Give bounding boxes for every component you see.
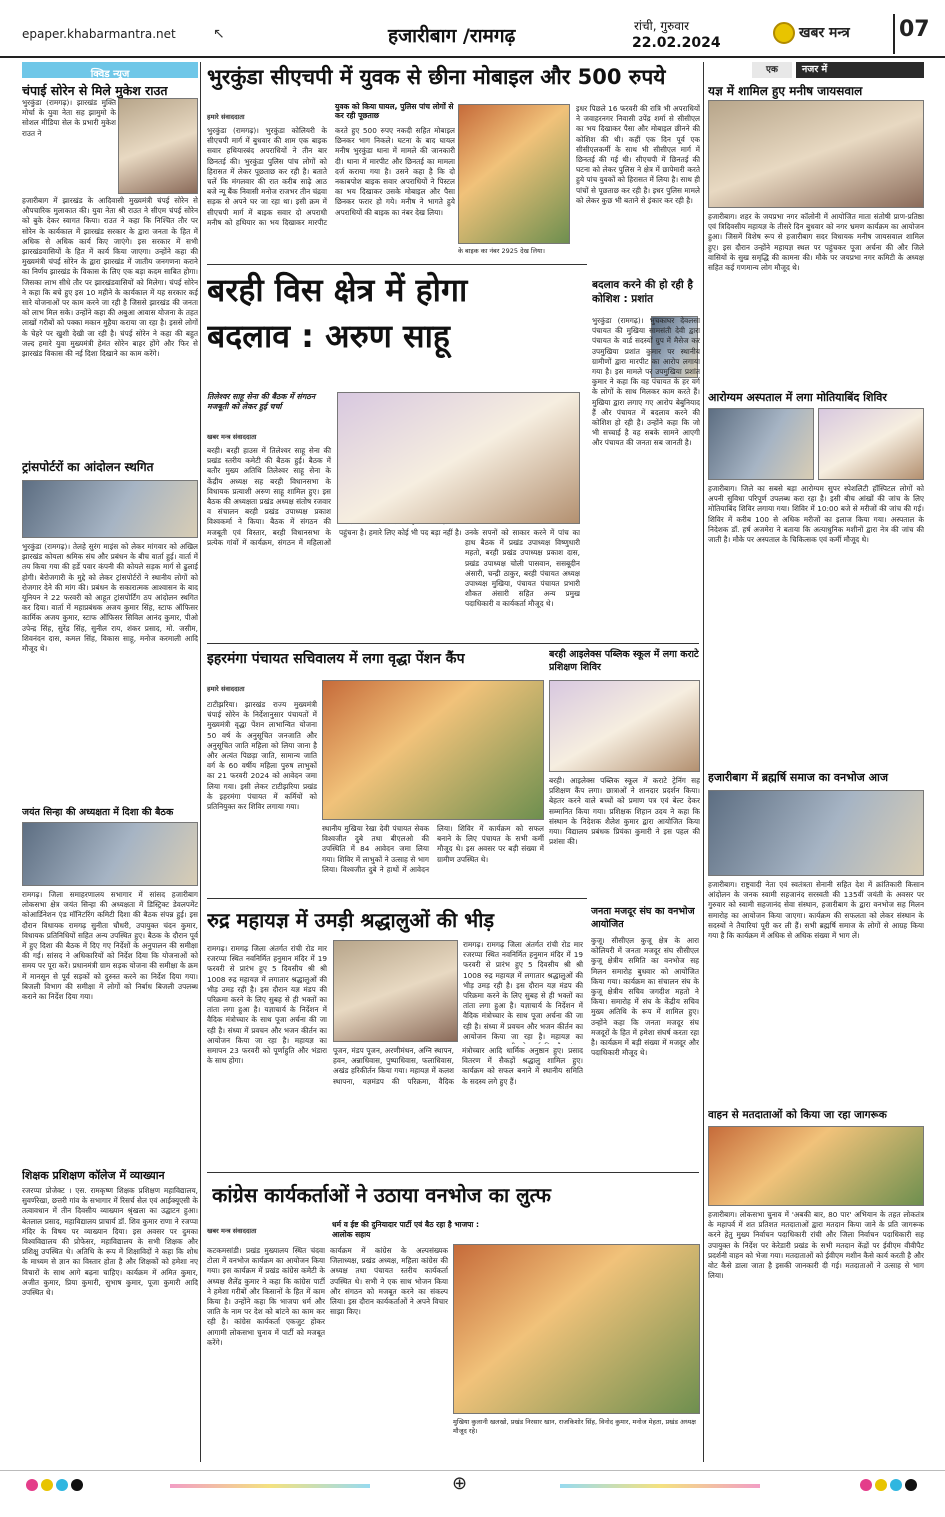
footer-gradient-strip-right [560, 1484, 760, 1488]
a4-headline: शिक्षक प्रशिक्षण कॉलेज में व्याख्यान [22, 1169, 165, 1182]
a2-headline: ट्रांसपोर्टरों का आंदोलन स्थगित [22, 460, 154, 474]
a2-photo [22, 480, 198, 538]
ek-nazar-banner [708, 62, 924, 78]
s6-body: रामगढ़। रामगढ़ जिला अंतर्गत रांची रोड मार रजरप्पा स्थित नवनिर्मित हनुमान मंदिर में 19 फरवरी से प्रारंभ हुए 5 दिवसीय श्री श्री 1008 रुद्र महायज्ञ में लगातार श्रद्धालुओं की भीड़ उमड़ रही है। इस दौरान यज्ञ मंडप की परिक्रमा करने के लिए सुबह से ही भक्तों का तांता लगा हुआ है। यज्ञाचार्य के निर्देशन में वैदिक मंत्रोच्चार के साथ पूजा अर्चना की जा रही है। संध्या में प्रवचन और भजन कीर्तन का आयोजन किया जा रहा है। महायज्ञ का समापन 23 फरवरी को पूर्णाहुति और भंडारा के साथ होगा। [207, 944, 327, 1066]
s2-photo-meeting [337, 392, 580, 524]
r4-headline: वाहन से मतदाताओं को किया जा रहा जागरूक [708, 1109, 887, 1121]
brand-logo [773, 21, 895, 47]
s1-headline: भुरकुंडा सीएचपी में युवक से छीना मोबाइल और 500 रुपये [207, 65, 666, 89]
footer-gradient-strip-left [170, 1484, 370, 1488]
s1-photo-youth [458, 104, 570, 244]
footer-color-dots-right [860, 1479, 920, 1493]
s3-body: भुरकुंडा (रामगढ़)। भुचकाघर देवलसा पंचायत की मुखिया सामसंती देवी द्वारा पंचायत के वार्ड सदस्यों ग्रुप में मैसेज कर उपमुखिया प्रशांत कुमार पर स्थानीय ग्रामीणों द्वारा मारपीट का आरोप लगाया गया है। इस मामले पर उपमुखिया प्रशांत कुमार ने कहा कि वह पंचायत के हर वर्ग के लोगों के साथ मिलकर काम करते हैं। मुखिया द्वारा लगाए गए आरोप बेबुनियाद हैं और पंचायत में बदलाव करने की कोशिश हो रही है। उन्होंने कहा कि जो भी सच्चाई है वह सबके सामने आएगी और पंचायत की जनता सब जानती है। [592, 316, 700, 448]
r3-headline: हजारीबाग में ब्रह्मर्षि समाज का वनभोज आज [708, 771, 889, 784]
r2-headline: आरोग्यम अस्पताल में लगा मोतियाबिंद शिविर [708, 391, 887, 404]
s1-body: भुरकुंडा (रामगढ़)। भुरकुंडा कोलियरी के सीएचपी मार्ग में बुधवार की शाम एक बाइक सवार हथियारबंद अपराधियों ने तीन बार छिनतई की। भुरकुंडा पुलिस पांच लोगों को हिरासत में लेकर पूछताछ कर रही है। बताते चलें कि मंगलवार की रात करीब साढ़े आठ बजे न्यू बैंक निवासी मनोज राजभर तीन चंद्रवा सड़क से अपने घर जा रहा था। इसी क्रम में सीएचपी मार्ग में बाइक सवार दो अपराधी मनीष को हथियार का भय दिखाकर मारपीट करते हुए 500 रुपए नकदी सहित मोबाइल छिनकर भाग निकले। घटना के बाद घायल मनीष भुरकुंडा थाना में मामले की जानकारी दी। थाना में मारपीट और छिनतई का मामला दर्ज कराया गया है। उसने कहा है कि दो नकाबपोश बाइक सवार अपराधियों ने पिस्टल का भय दिखाकर उसके मोबाइल और पैसा छिनकर फरार हो गये। मनीष ने भागते हुये अपराधियों की बाइक का नंबर देख लिया। [207, 126, 455, 227]
quick-news-label [22, 62, 198, 78]
column-rule-left [200, 62, 201, 1462]
s7-caption: मुखिया कुलानी खलखो, प्रखंड निरसार खान, राजकिशोर सिंह, विनोद कुमार, मनोज मेहता, प्रखंड अध्यक्ष मौजूद रहे। [453, 1418, 696, 1435]
s6-photo-temple [333, 940, 458, 1042]
s7-deck: धर्म व ईष्ट की दुनियादार पार्टी एवं बैठ रहा है भाजपा : आलोक सहाय [332, 1220, 479, 1239]
edition-title: हजारीबाग /रामगढ़ [388, 25, 516, 47]
a3-headline: जयंत सिन्हा की अध्यक्षता में दिशा की बैठक [22, 807, 174, 818]
a3-photo [22, 822, 198, 886]
a1-photo [118, 98, 198, 194]
s2-headline-line2: बदलाव : अरुण साहू [207, 317, 450, 355]
page-number: 07 [899, 17, 930, 42]
s4-divider [207, 898, 587, 899]
r2-photo-hospital-1 [708, 408, 814, 480]
site-url[interactable]: epaper.khabarmantra.net [22, 27, 176, 41]
s5-headline: बरही आइलेक्स पब्लिक स्कूल में लगा कराटे प्रशिक्षण शिविर [549, 649, 699, 673]
s7-photo-picnic [453, 1244, 700, 1414]
s5-photo-karate [549, 680, 700, 772]
s5-body: बरही। आइलेक्स पब्लिक स्कूल में कराटे ट्रेनिंग सह प्रशिक्षण कैंप लगा। छात्राओं ने शानदार प्रदर्शन किया। बेहतर करने वाले बच्चों को प्रमाण पत्र एवं बेल्ट देकर सम्मानित किया गया। प्रशिक्षक शिहान उदय ने कहा कि संस्थान के निदेशक शैलेश कुमार द्वारा आयोजित किया गया। विद्यालय प्रबंधक प्रियंका कुमारी ने इस पहल की प्रशंसा की। [549, 776, 700, 847]
s1-deck: युवक को किया घायल, पुलिस पांच लोगों से कर रही पूछताछ [335, 102, 454, 120]
r5-body: कुजू। सीसीएल कुजू क्षेत्र के आरा कोलियरी में जनता मजदूर संघ सीसीएल कुजू क्षेत्रीय समिति का वनभोज सह मिलन समारोह बुधवार को आयोजित किया गया। कार्यक्रम का संचालन संघ के कुजू क्षेत्रीय सचिव जगदीश महतो ने किया। समारोह में संघ के केंद्रीय सचिव मुख्य अतिथि के रूप में शामिल हुए। उन्होंने कहा कि जनता मजदूर संघ मजदूरों के हित में हमेशा संघर्ष करता रहा है। कार्यक्रम में बड़ी संख्या में मजदूर और पदाधिकारी मौजूद थे। [591, 936, 699, 1058]
s2-body: बरही। बरही हाउस में तिलेश्वर साहू सेना की प्रखंड स्तरीय कमेटी की बैठक हुई। बैठक में बतौर मुख्य अतिथि तिलेश्वर साहू सेना के केंद्रीय अध्यक्ष सह बरही विधानसभा के विधायक प्रत्याशी अरुण साहू शामिल हुए। इस बैठक की अध्यक्षता प्रखंड अध्यक्ष संतोष रजवार व संचालन बरही प्रखंड उपाध्यक्ष प्रकाश विश्वकर्मा ने किया। बैठक में संगठन की मजबूती एवं विस्तार, बरही विधानसभा के प्रत्येक गांवों में कार्यक्रम, संगठन में महिलाओं पहुंचना है। हमारे लिए कोई भी पद बड़ा नहीं है। [207, 446, 462, 547]
ek-label: एक [752, 62, 792, 78]
r1-headline: यज्ञ में शामिल हुए मनीष जायसवाल [708, 84, 863, 98]
cursor-icon: ↖ [213, 26, 225, 42]
a2-body: भुरकुंडा (रामगढ़)। तेलहे सुरंग माइंस को लेकर मांगवार को अखिल झारखंड कोयला श्रमिक संघ और प्रबंधन के बीच वार्ता हुई। वार्ता में तय किया गया की हर्डे पवार कंपनी की कोयले सड़क मार्ग से ढुलाई होगी। बेरोजगारी के मुद्दे को लेकर ट्रांसपोर्टरों ने स्थानीय लोगों को रोजगार देने की मांग की। प्रबंधन के सकारात्मक आश्वासन के बाद यूनियन ने 22 फरवरी को आहूत ट्रांसपोर्टिंग ठप आंदोलन स्थगित कर दिया। वार्ता में महाप्रबंधक अजय कुमार सिंह, स्टाफ ऑफिसर कार्मिक अजय कुमार, स्टाफ ऑफिसर सिविल आनंद कुमार, पीओ उपेन्द्र सिंह, सुरेंद्र सिंह, सुनील राय, शंकर प्रसाद, मो. जसीम, शिवनंदन दास, कमल सिंह, विकास साहू, मनोज करमाली आदि मौजूद थे। [22, 542, 198, 654]
s2-byline: खबर मन्त्र संवाददाता [207, 433, 257, 441]
column-rule-right [703, 62, 704, 1462]
s2-deck: तिलेश्वर साहू सेना की बैठक में संगठन मजबूती को लेकर हुई चर्चा [207, 392, 316, 411]
city-day: रांची, गुरुवार [634, 19, 689, 33]
s2-divider [207, 643, 699, 644]
footer-bar [0, 1470, 945, 1500]
a1-body: हजारीबाग में झारखंड के आदिवासी मुख्यमंत्री चंपई सोरेन से औपचारिक मुलाकात की। युवा नेता श्री राउत ने सीएम चंपई सोरेन को बुके देकर स्वागत किया। राउत ने कहा कि निश्चित तौर पर सोरेन के कार्यकाल में झारखंड सरकार के द्वारा जनता के हित में अधिक से अधिक कार्य किए जाएंगे। इस सरकार में सभी झारखंडवासियों के हित में कार्य किया जाएगा। उन्होंने कहा की मुख्यमंत्री चंपई सोरेन के द्वारा झारखंड में जातीय जनगणना कराने का निर्णय झारखंड के विकास के लिए एक बड़ा कदम साबित होगा। जिसका लाभ सीधे तौर पर झारखंडवासियों को मिलेगा। चंपई सोरेन ने कहा कि बचे हुए इस 10 महीने के कार्यकाल में यह सरकार कई सारे योजनाओं पर काम करने जा रही है जिससे झारखंड की जनता को लाभ मिल सके। उन्होंने कहा की अबुआ आवास योजना के तहत लाखों गरीबों को पक्का मकान मुहैया कराया जा रहा है। इससे लोगों के चेहरे पर खुशी देखी जा रही है। चंपई सोरेन ने कहा की बहुत जल्द हमारे युवा मुख्यमंत्री हेमंत सोरेन बाहर होंगे और फिर से झारखंड विकास की नई दिशा दिखाने का काम करेंगे। [22, 196, 198, 359]
s4-photo-camp [322, 680, 544, 820]
r2-body: हजारीबाग। जिले का सबसे बड़ा आरोग्यम सुपर स्पेशलिटी हॉस्पिटल लोगों को अपनी सुविधा परिपूर्ण उपलब्ध करा रहा है। इसी बीच आंखों की जांच के लिए मोतियाबिंद शिविर लगाया गया। शिविर में 10:00 बजे से मरीजों की जांच की गई। शिविर में करीब 100 से अधिक मरीजों का इलाज किया गया। अस्पताल के निदेशक डॉ. हर्ष अजमेरा ने बताया कि अत्याधुनिक मशीनों द्वारा नेत्र की जांच की जाती है। मौके पर अस्पताल के चिकित्सक एवं कर्मी मौजूद थे। [708, 484, 924, 545]
r1-body: हजारीबाग। शहर के जयप्रभा नगर कॉलोनी में आयोजित माता संतोषी प्राण-प्रतिष्ठा एवं त्रिदिवसीय महायज्ञ के तीसरे दिन बुधवार को नगर भ्रमण कार्यक्रम का आयोजन हुआ। जिसमें विशेष रूप से हजारीबाग सदर विधायक मनीष जायसवाल शामिल हुए। इस दौरान उन्होंने महायज्ञ स्थल पर पहुंचकर पूजा अर्चना की और जिले वासियों के सुख समृद्धि की कामना की। मौके पर जयप्रभा नगर कमिटी के अध्यक्ष सहित कई गणमान्य लोग मौजूद थे। [708, 212, 924, 273]
r3-body: हजारीबाग। राष्ट्रवादी नेता एवं स्वतंत्रता सेनानी सहित देश में क्रांतिकारी किसान आंदोलन के जनक स्वामी सहजानंद सरस्वती की 135वीं जयंती के अवसर पर गुरुवार को स्वामी सहजानंद सेवा संस्थान, हजारीबाग के द्वारा वनभोज सह मिलन समारोह का आयोजन किया जाएगा। कार्यक्रम की सफलता को लेकर संस्थान के सदस्यों ने तैयारियां पूरी कर ली हैं। सभी ब्रह्मर्षि समाज के लोगों से आग्रह किया गया है कि कार्यक्रम में अधिक से अधिक संख्या में भाग लें। [708, 880, 924, 941]
s1-byline: हमारे संवाददाता [207, 113, 245, 121]
s1-caption: के बाइक का नंबर 2925 देख लिया। [458, 247, 545, 255]
r5-headline: जनता मजदूर संघ का वनभोज आयोजित [591, 906, 695, 930]
s6-body3: रामगढ़। रामगढ़ जिला अंतर्गत रांची रोड मार रजरप्पा स्थित नवनिर्मित हनुमान मंदिर में 19 फरवरी से प्रारंभ हुए 5 दिवसीय श्री श्री 1008 रुद्र महायज्ञ में लगातार श्रद्धालुओं की भीड़ उमड़ रही है। इस दौरान यज्ञ मंडप की परिक्रमा करने के लिए सुबह से ही भक्तों का तांता लगा हुआ है। यज्ञाचार्य के निर्देशन में वैदिक मंत्रोच्चार के साथ पूजा अर्चना की जा रही है। संध्या में प्रवचन और भजन कीर्तन का आयोजन किया जा रहा है। महायज्ञ का [463, 940, 583, 1041]
page-number-box [893, 14, 930, 54]
masthead [0, 0, 945, 58]
nazar-label: नजर में [796, 62, 924, 78]
date: 22.02.2024 [632, 35, 721, 51]
s6-body2: पूजन, मंडप पूजन, अरणीमंथन, अग्नि स्थापन, हवन, अन्नाधिवास, पुष्पाधिवास, फलाधिवास, अखंड हरिकीर्तन किया गया। महायज्ञ में कलश स्थापना, यज्ञमंडप की परिक्रमा, वैदिक मंत्रोच्चार आदि धार्मिक अनुष्ठान हुए। प्रसाद वितरण में सैकड़ों श्रद्धालु शामिल हुए। कार्यक्रम को सफल बनाने में स्थानीय समिति के सदस्य लगे हुए हैं। [333, 1046, 583, 1086]
s1-body2: इधर पिछले 16 फरवरी की रात्रि भी अपराधियों ने जवाहरनगर निवासी उपेंद्र शर्मा से सीसीएल का भय दिखाकर पैसा और मोबाइल छीनने की कोशिश की थी। कहीं एक दिन पूर्व एक सीसीएलकर्मी के साथ भी सीसीएल मार्ग में छिनतई की गई थी। सीएचपी में छिनतई की घटना को लेकर पुलिस ने क्षेत्र में छापेमारी करते हुये पांच युवकों को हिरासत में लिया है। साथ ही पांचों से पूछताछ कर रही है। इधर पुलिस मामले को लेकर कुछ भी बताने से इंकार कर रही है। [576, 104, 700, 205]
s7-byline: खबर मन्त्र संवाददाता [207, 1227, 257, 1235]
r2-photo-hospital-2 [818, 408, 924, 480]
brand-name: खबर मन्त्र [799, 25, 850, 41]
s7-headline: कांग्रेस कार्यकर्ताओं ने उठाया वनभोज का लुत्फ [212, 1183, 551, 1207]
r4-photo-vehicle [708, 1126, 924, 1206]
r1-photo-yagya [708, 100, 924, 208]
s7-body2: कार्यक्रम में कांग्रेस के अल्पसंख्यक जिलाध्यक्ष, प्रखंड अध्यक्ष, महिला कांग्रेस की अध्यक्ष तथा पंचायत स्तरीय कार्यकर्ता उपस्थित थे। सभी ने एक साथ भोजन किया और संगठन को मजबूत करने का संकल्प लिया। इस दौरान कार्यकर्ताओं ने अपने विचार साझा किए। [330, 1246, 448, 1317]
footer-registration-mark: ⊕ [452, 1473, 468, 1494]
s7-body: कटकमसांडी। प्रखंड मुख्यालय स्थित चंदवा टोला में वनभोज कार्यक्रम का आयोजन किया गया। इस कार्यक्रम में प्रखंड कांग्रेस कमेटी के अध्यक्ष शैलेंद्र कुमार ने कहा कि कांग्रेस पार्टी ने हमेशा गरीबों और किसानों के हित में काम किया है। उन्होंने कहा कि भाजपा धर्म और जाति के नाम पर देश को बांटने का काम कर रही है। कांग्रेस कार्यकर्ता एकजुट होकर आगामी लोकसभा चुनाव में पार्टी को मजबूत करेंगे। [207, 1246, 325, 1347]
s4-byline: हमारे संवाददाता [207, 685, 245, 693]
s2-headline-line1: बरही विस क्षेत्र में होगा [207, 271, 468, 309]
footer-color-dots-left [26, 1479, 86, 1493]
r3-photo-samaj [708, 790, 924, 876]
a3-body: रामगढ़। जिला समाहरणालय सभागार में सांसद हजारीबाग लोकसभा क्षेत्र जयंत सिन्हा की अध्यक्षता में डिस्ट्रिक्ट डेवलपमेंट कोआर्डिनेशन एंड मॉनिटरिंग कमिटी दिशा की बैठक संपन्न हुई। इस दौरान विधायक रामगढ़ सुनीता चौधरी, उपायुक्त चंदन कुमार, विधायक प्रतिनिधियों सहित अन्य उपस्थित हुए। बैठक के दौरान पूर्व में हुए दिशा की बैठक में दिए गए निर्देशों के अनुपालन की समीक्षा की गई। सांसद ने अधिकारियों को निर्देश दिया कि योजनाओं को समय पर पूरा करें। प्रधानमंत्री ग्राम सड़क योजना की समीक्षा के क्रम में मानसून से पूर्व सड़कों को दुरुस्त करने का निर्देश दिया गया। बिजली विभाग की समीक्षा में लोगों को निर्बाध बिजली उपलब्ध कराने का निर्देश दिया गया। [22, 890, 198, 1002]
s4-headline: इहरमंगा पंचायत सचिवालय में लगा वृद्धा पेंशन कैंप [207, 651, 465, 667]
a1-headline: चंपाई सोरेन से मिले मुकेश राउत [22, 83, 168, 98]
s2-body2: उनके सपनों को साकार करने में पांच का हाथ बैठक में प्रखंड उपाध्यक्ष विष्णुधारी महतो, बरही प्रखंड उपाध्यक्ष प्रकाश दास, प्रखंड उपाध्यक्ष चोली पासवान, ससबूदीन अंसारी, चन्द्री ठाकुर, बरही पंचायत अध्यक्ष उपाध्यक्ष मुखिया, पंचायत पंचायत प्रभारी शौकत अंसारी सहित अन्य प्रमुख पदाधिकारी व कार्यकर्ता मौजूद थे। [465, 528, 580, 609]
s4-body2: स्थानीय मुखिया रेखा देवी पंचायत सेवक विश्वजीत दुबे तथा बीएलओ की उपस्थिति में 84 आवेदन जमा लिया गया। शिविर में लाभुकों ने उत्साह से भाग लिया। विश्वजीत दुबे ने हाथों में आवेदन लिया। शिविर में कार्यक्रम को सफल बनाने के लिए पंचायत के सभी कर्मी मौजूद थे। इस अवसर पर बड़ी संख्या में ग्रामीण उपस्थित थे। [322, 824, 544, 874]
quick-news-text: क्विड न्यूज [90, 69, 130, 80]
a1-intro: भुरकुंडा (रामगढ़)। झारखंड मुक्ति मोर्चा के युवा नेता सह झामुमो के सोशल मीडिया सेल के प्रभारी मुकेश राउत ने [22, 98, 116, 138]
s1-divider [207, 264, 587, 265]
s3-headline: बदलाव करने की हो रही है कोशिश : प्रशांत [592, 279, 693, 305]
a4-body: रजरप्पा प्रोजेक्ट । एस. रामकृष्ण शिक्षक प्रशिक्षण महाविद्यालय, सुवर्णरेखा, छत्तरी गांव के सभागार में रिसर्च सेल एवं आईक्यूएसी के तत्वावधान में तीन दिवसीय व्याख्यान श्रृंखला का उद्घाटन हुआ। बेतलाल प्रसाद, महाविद्यालय प्राचार्य डॉ. शिव कुमार राणा ने रजप्पा मंदिर के विषय पर व्याख्यान दिया। इस अवसर पर दुमका विश्वविद्यालय की प्रोफेसर, महाविद्यालय के सभी शिक्षक और प्रशिक्षु उपस्थित थे। अतिथि के रूप में शिक्षाविदों ने कहा कि शोध के माध्यम से ज्ञान का विस्तार होता है और शिक्षकों को हमेशा नए विचारों के साथ आगे बढ़ना चाहिए। कार्यक्रम में अमित कुमार, अजीत कुमार, प्रिया कुमारी, सुभाष कुमार, पूजा कुमारी आदि उपस्थित थे। [22, 1186, 198, 1298]
s6-divider [207, 1172, 699, 1173]
r4-body: हजारीबाग। लोकसभा चुनाव में 'अबकी बार, 80 पार' अभियान के तहत लोकतंत्र के महापर्व में शत प्रतिशत मतदाताओं द्वारा मतदान किया जाने के प्रति जागरूक करने हेतु मुख्य निर्वाचन पदाधिकारी रांची और जिला निर्वाचन पदाधिकारी सह उपायुक्त के निर्देश पर केरेडारी प्रखंड के सभी मतदान केंद्रों पर ईवीएम वीवीपैट प्रदर्शनी वाहन को भेजा गया। मतदाताओं को ईवीएम मशीन कैसे कार्य करती है और वोट कैसे डाला जाता है इसकी जानकारी दी गई। मतदाताओं ने उत्साह से भाग लिया। [708, 1210, 924, 1281]
s4-body: टाटीझरिया। झारखंड राज्य मुख्यमंत्री चंपाई सोरेन के निर्देशानुसार पंचायतों में मुख्यमंत्री वृद्धा पेंशन लाभान्वित योजना 50 वर्ष के अनुसूचित जनजाति और अनुसूचित जाति महिला को लिया जाना है और अत्यंत पिछड़ा जाति, सामान्य जाति वर्ग के 60 वर्षीय महिला पुरुष लाभुकों का 21 फरवरी 2024 को आवेदन जमा लिया गया। इसी लेकर टाटीझरिया प्रखंड के इहरमंगा पंचायत में कर्मियों को प्रतिनियुक्त कर शिविर लगाया गया। [207, 700, 317, 812]
s6-headline: रुद्र महायज्ञ में उमड़ी श्रद्धालुओं की भीड़ [207, 908, 495, 932]
s3-body-mask [649, 314, 700, 380]
brand-logo-icon [773, 22, 795, 44]
